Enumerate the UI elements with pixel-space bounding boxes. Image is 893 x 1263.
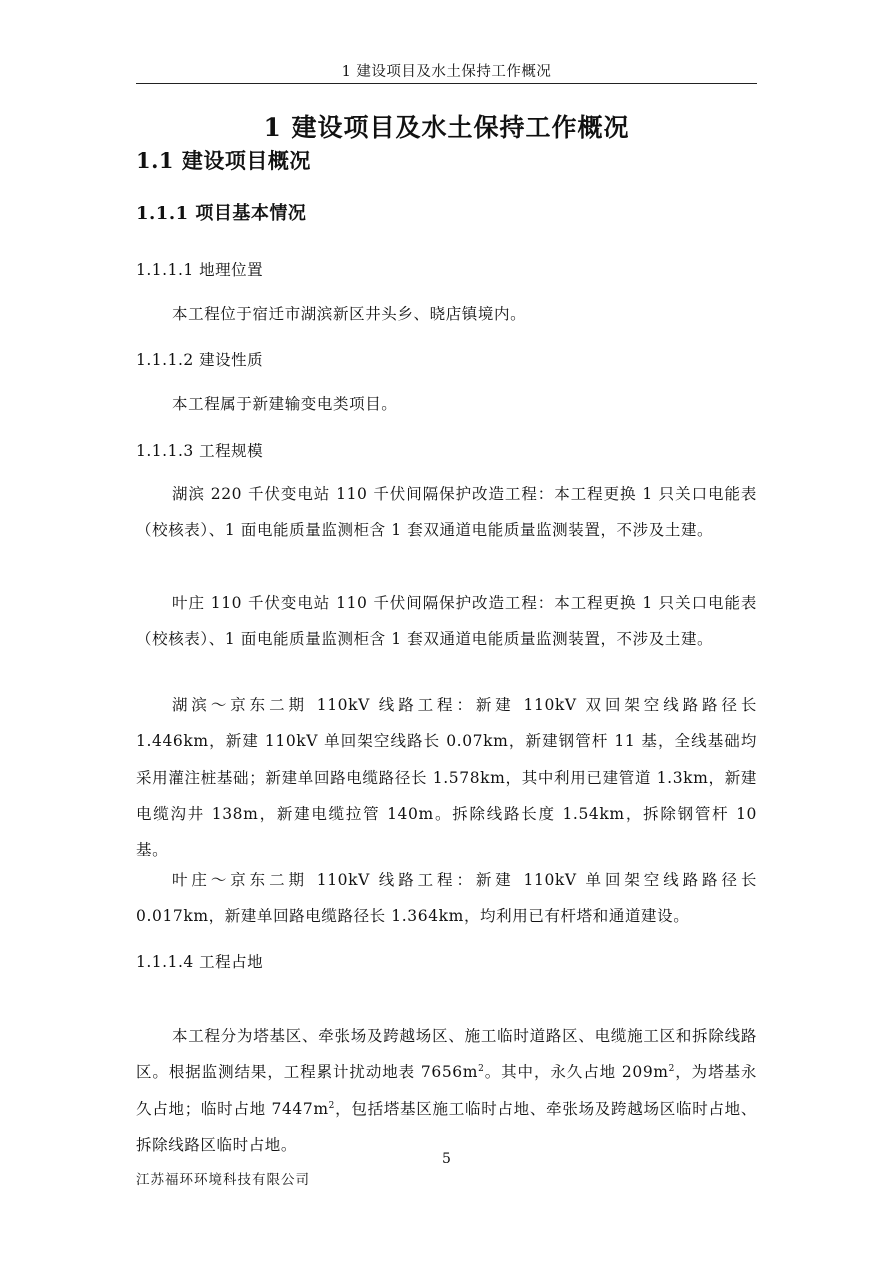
superscript-2: 2 <box>328 1100 335 1111</box>
paragraph-land-text-1: 本工程分为塔基区、牵张场及跨越场区、施工临时道路区、电缆施工区和拆除线路区。根据监测结果，工程累计扰动地表 7656m <box>136 1027 757 1082</box>
header-rule <box>136 83 757 84</box>
subsection-heading-land: 1.1.1.4 工程占地 <box>136 953 264 971</box>
subsection-heading-scale: 1.1.1.3 工程规模 <box>136 442 264 460</box>
chapter-title: 1 建设项目及水土保持工作概况 <box>263 113 630 142</box>
page-number: 5 <box>442 1151 451 1167</box>
paragraph-location: 本工程位于宿迁市湖滨新区井头乡、晓店镇境内。 <box>172 305 527 323</box>
paragraph-scale-huhbin-substation: 湖滨 220 千伏变电站 110 千伏间隔保护改造工程：本工程更换 1 只关口电能表（校核表）、1 面电能质量监测柜含 1 套双通道电能质量监测装置，不涉及土建。 <box>136 485 757 540</box>
subsection-heading-location: 1.1.1.1 地理位置 <box>136 261 264 279</box>
superscript-2: 2 <box>668 1064 675 1075</box>
superscript-2: 2 <box>478 1064 485 1075</box>
paragraph-scale-huhbin-jingdong-line: 湖滨～京东二期 110kV 线路工程：新建 110kV 双回架空线路路径长 1.446km，新建 110kV 单回架空线路长 0.07km，新建钢管杆 11 基，全线基础均采用灌注桩基础；新建单回路电缆路径长 1.578km，其中利用已建管道 1.3km，新建电缆沟井 138m，新建电缆拉管 140m。拆除线路长度 1.54km，拆除钢管杆 10 基。 <box>136 696 757 860</box>
section-heading-1-1: 1.1 建设项目概况 <box>136 148 311 173</box>
paragraph-land <box>136 1018 757 1163</box>
section-heading-1-1-1: 1.1.1 项目基本情况 <box>136 203 307 224</box>
paragraph-nature: 本工程属于新建输变电类项目。 <box>172 395 398 413</box>
paragraph-land-text-3: ，为塔基永久占地；临时占地 7447m <box>136 1063 758 1118</box>
subsection-heading-nature: 1.1.1.2 建设性质 <box>136 351 264 369</box>
paragraph-land-text-4: ，包括塔基区施工临时占地、牵张场及跨越场区临时占地、拆除线路区临时占地。 <box>136 1099 757 1154</box>
paragraph-scale-yezhuang-substation: 叶庄 110 千伏变电站 110 千伏间隔保护改造工程：本工程更换 1 只关口电能表（校核表）、1 面电能质量监测柜含 1 套双通道电能质量监测装置，不涉及土建。 <box>136 594 757 649</box>
running-header: 1 建设项目及水土保持工作概况 <box>341 64 552 80</box>
paragraph-land-text-2: 。其中，永久占地 209m <box>484 1063 669 1082</box>
footer-company-name: 江苏福环环境科技有限公司 <box>136 1172 310 1188</box>
paragraph-scale-yezhuang-jingdong-line: 叶庄～京东二期 110kV 线路工程：新建 110kV 单回架空线路路径长 0.017km，新建单回路电缆路径长 1.364km，均利用已有杆塔和通道建设。 <box>136 871 757 926</box>
